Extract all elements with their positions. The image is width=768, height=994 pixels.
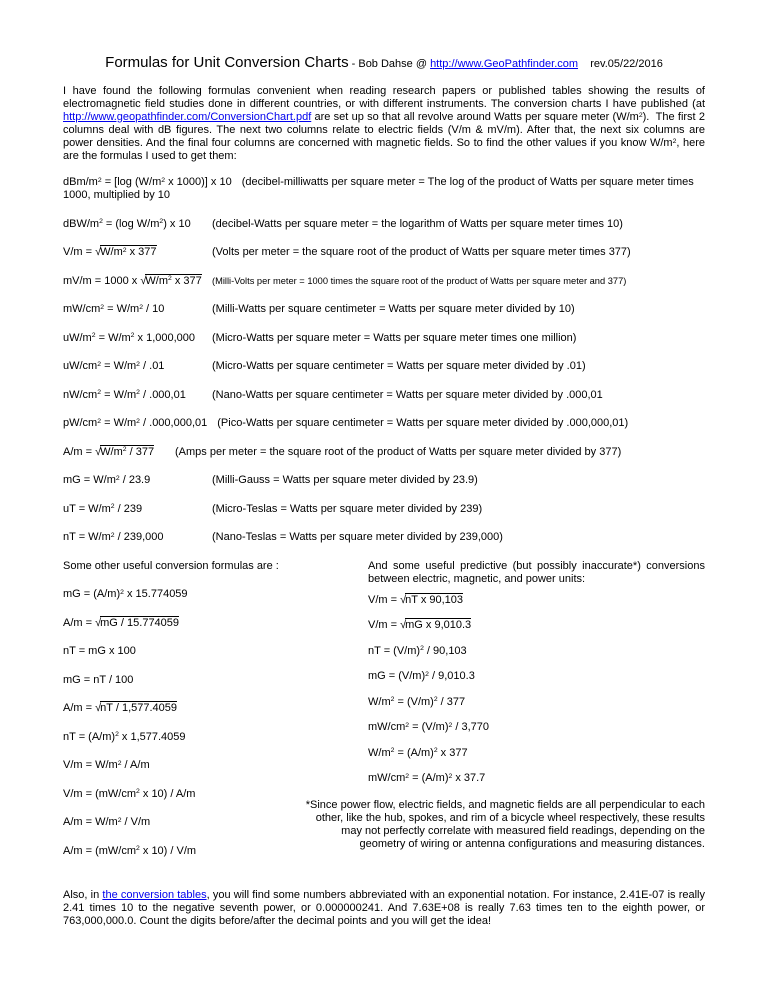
superscript-2: 2 [130, 332, 135, 340]
closing-paragraph: Also, in the conversion tables, you will find some numbers abbreviated with an exponential notation. For instance, 2.41E-07 is really 2.41 times 10 to the negative seventh power, or 0.000000241. And 7.63E+08 is really 7.63 times ten to the eighth power, or 763,000,000.0. Count the digits before/after the decimal points and you will get the idea! [63, 889, 706, 927]
superscript-2: 2 [448, 772, 453, 780]
superscript-2: 2 [100, 303, 105, 311]
superscript-2: 2 [161, 176, 166, 184]
right-column [305, 559, 705, 874]
formula-line: nT = $(V/m)^2 / 90,103$ [368, 644, 467, 657]
formula-line: $W/m^2 = (V/m)^2 / 377$ [368, 695, 466, 708]
intro-paragraph: I have found the following formulas convenient when reading research papers or published tables showing the results of electromagnetic field studies done in different countries, or with different instruments. The conversion charts I have published (at http://www.geopathfinder.com/ConversionChart.pdf are set up so that all revolve around Watts per square meter $(W/m^2)$. The first 2 columns deal with dB figures. The next two columns relate to electric fields (V/m & mV/m). After that, the next six columns are power densities. And the final four columns are concerned with magnetic fields. So to find the other values if you know $W/m^2$, here are the formulas I used to get them: [63, 85, 705, 162]
formula-line: mG = $(A/m)^2$ x 15.774059 [63, 588, 188, 600]
formula-expression: dBm/$m^2 = [\log$ ($W/m^2$ x 1000)] x 10 [63, 176, 232, 188]
superscript-2: 2 [420, 645, 424, 653]
square-root-icon: √ [400, 619, 407, 631]
superscript-2: 2 [122, 446, 127, 454]
superscript-2: 2 [425, 670, 429, 678]
superscript-2: 2 [99, 218, 103, 226]
formula-expression: $uW/m^2 = W/m^2$ x 1,000,000 [63, 331, 196, 344]
formula-line: $W/m^2 = (A/m)^2$ x 377 [368, 746, 468, 759]
formula-line [63, 503, 705, 516]
formula-line: mG = $(V/m)^2 / 9,010.3$ [368, 670, 475, 682]
superscript-2: 2 [405, 721, 410, 729]
right-column-heading: And some useful predictive (but possibly inaccurate*) conversions between electric, magnetic, and power units: [368, 559, 705, 585]
formula-line: V/m = √mG x 9,010.3 [368, 619, 472, 631]
radicand: nT / 1,577.4059 [100, 702, 178, 714]
superscript-2: 2 [638, 111, 643, 119]
formula-note: (Micro-Teslas = Watts per square meter divided by 239) [212, 502, 483, 515]
formula-line: nT = mG x 100 [63, 645, 136, 657]
formula-line [63, 303, 705, 316]
formula-line [63, 417, 705, 430]
left-column-heading: Some other useful conversion formulas are : [63, 559, 279, 572]
formula-line: V/m = √nT x 90,103 [368, 593, 464, 606]
formula-line: $mW/cm^2 = (V/m)^2 / 3,770$ [368, 721, 489, 733]
hyperlink[interactable]: http://www.geopathfinder.com/ConversionChart.pdf [63, 111, 312, 123]
superscript-2: 2 [136, 788, 140, 796]
superscript-2: 2 [120, 588, 124, 596]
radicand: $W/m^2 / 377$ [100, 445, 155, 458]
formula-line [63, 360, 705, 373]
formula-line [63, 275, 705, 288]
superscript-2: 2 [433, 696, 438, 704]
formula-note: (Volts per meter = the square root of the product of Watts per square meter times 377) [212, 246, 631, 258]
formula-line: mG = nT / 100 [63, 673, 134, 686]
formula-line [63, 474, 705, 487]
square-root-icon: √ [95, 246, 102, 258]
radicand: mG x 9,010.3 [405, 619, 472, 631]
formula-line: A/m = √mG / 15.774059 [63, 616, 180, 629]
superscript-2: 2 [136, 417, 140, 425]
hyperlink[interactable]: the conversion tables [102, 889, 207, 901]
formula-line: $mW/cm^2 = (A/m)^2$ x 37.7 [368, 772, 486, 784]
title-byline: - Bob Dahse @ http://www.GeoPathfinder.com rev.05/22/2016 [348, 58, 663, 70]
formula-note: (Nano-Teslas = Watts per square meter divided by 239,000) [212, 531, 503, 543]
formula-expression: $mW/cm^2 = W/m^2 / 10$ [63, 303, 165, 315]
superscript-2: 2 [448, 721, 453, 729]
square-root-icon: √ [400, 593, 407, 606]
title-text: Formulas for Unit Conversion Charts [105, 54, 349, 71]
formula-note: (Nano-Watts per square centimeter = Watts per square meter divided by .000,01 [212, 388, 603, 401]
formula-expression: mG = $W/m^2 / 23.9$ [63, 474, 151, 486]
square-root-icon: √ [95, 702, 102, 714]
formula-note: (Micro-Watts per square centimeter = Watts per square meter divided by .01) [212, 360, 586, 372]
formula-line [63, 176, 705, 202]
footnote: *Since power flow, electric fields, and magnetic fields are all perpendicular to each other, like the hub, spokes, and rim of a bicycle wheel respectively, these results may not perfectly correlate with measured field readings, depending on the geometry of wiring or antenna configurations and measuring distances. [305, 799, 705, 850]
formula-line: $A/m = (mW/cm^2$ x 10) / V/m [63, 844, 197, 857]
radicand: mG / 15.774059 [100, 616, 180, 629]
main-formula-list [63, 176, 705, 544]
formula-note: (Milli-Watts per square centimeter = Watts per square meter divided by 10) [212, 303, 575, 315]
formula-line [63, 218, 705, 231]
formula-expression: nT = $W/m^2 / 239,000$ [63, 531, 164, 543]
superscript-2: 2 [117, 759, 122, 767]
superscript-2: 2 [136, 360, 140, 368]
superscript-2: 2 [390, 696, 395, 704]
formula-line: $A/m = W/m^2 / V/m$ [63, 816, 151, 828]
superscript-2: 2 [136, 389, 140, 397]
superscript-2: 2 [122, 246, 127, 254]
page-title [63, 54, 705, 73]
superscript-2: 2 [97, 417, 102, 425]
superscript-2: 2 [168, 275, 172, 283]
superscript-2: 2 [97, 389, 102, 397]
superscript-2: 2 [91, 332, 96, 340]
square-root-icon: √ [95, 445, 102, 458]
formula-note: (Amps per meter = the square root of the product of Watts per square meter divided by 377) [175, 445, 622, 458]
superscript-2: 2 [97, 176, 102, 184]
formula-line [63, 332, 705, 345]
formula-expression: $uW/cm^2 = W/m^2 / .01$ [63, 360, 165, 372]
two-column-section [63, 560, 705, 874]
formula-note: (Milli-Volts per meter = 1000 times the square root of the product of Watts per square meter and 377) [212, 275, 627, 286]
superscript-2: 2 [139, 303, 143, 311]
radicand: nT x 90,103 [405, 593, 464, 606]
superscript-2: 2 [405, 772, 410, 780]
formula-expression: uT = $W/m^2 / 239$ [63, 502, 143, 515]
formula-line: A/m = √nT / 1,577.4059 [63, 702, 178, 714]
formula-line [63, 446, 705, 459]
formula-line: $V/m = (mW/cm^2$ x 10) / A/m [63, 787, 196, 800]
superscript-2: 2 [390, 747, 395, 755]
right-formula-list [368, 594, 705, 786]
superscript-2: 2 [672, 137, 677, 145]
formula-note: (Pico-Watts per square centimeter = Watts per square meter divided by .000,000,01) [217, 417, 629, 429]
radicand: $W/m^2$ x 377 [100, 246, 157, 258]
superscript-2: 2 [159, 218, 164, 226]
formula-expression: $A/m = √W/m^2 / 377$ [63, 445, 155, 458]
formula-expression: mV/m = 1000 x $√W/m^2$ x 377 [63, 274, 202, 287]
formula-note: (Micro-Watts per square meter = Watts per square meter times one million) [212, 331, 577, 344]
hyperlink[interactable]: http://www.GeoPathfinder.com [430, 58, 579, 70]
formula-expression: $nW/cm^2 = W/m^2 / .000,01$ [63, 388, 186, 401]
formula-note: (Milli-Gauss = Watts per square meter divided by 23.9) [212, 474, 478, 486]
formula-line: $V/m = W/m^2 / A/m$ [63, 759, 150, 771]
formula-line [63, 389, 705, 402]
superscript-2: 2 [433, 747, 438, 755]
formula-note: (decibel-Watts per square meter = the logarithm of Watts per square meter times 10) [212, 217, 623, 230]
formula-expression: $pW/cm^2 = W/m^2 / .000,000,01$ [63, 417, 208, 429]
formula-line [63, 246, 705, 259]
square-root-icon: √ [140, 274, 147, 287]
formula-note: (decibel-milliwatts per square meter = The log of the product of Watts per square meter times 1000, multiplied by 10 [63, 176, 694, 201]
square-root-icon: √ [95, 616, 102, 629]
superscript-2: 2 [97, 360, 102, 368]
superscript-2: 2 [110, 503, 115, 511]
formula-line: nT = $(A/m)^2$ x 1,577.4059 [63, 730, 186, 743]
superscript-2: 2 [110, 531, 115, 539]
formula-expression: dBW/$m^2 = (\log$ $W/m^2$) x 10 [63, 217, 191, 230]
radicand: $W/m^2$ x 377 [145, 274, 202, 287]
superscript-2: 2 [136, 845, 140, 853]
formula-line [63, 531, 705, 544]
superscript-2: 2 [117, 816, 122, 824]
superscript-2: 2 [115, 731, 119, 739]
formula-expression: $V/m = √W/m^2$ x 377 [63, 246, 157, 258]
superscript-2: 2 [115, 474, 120, 482]
